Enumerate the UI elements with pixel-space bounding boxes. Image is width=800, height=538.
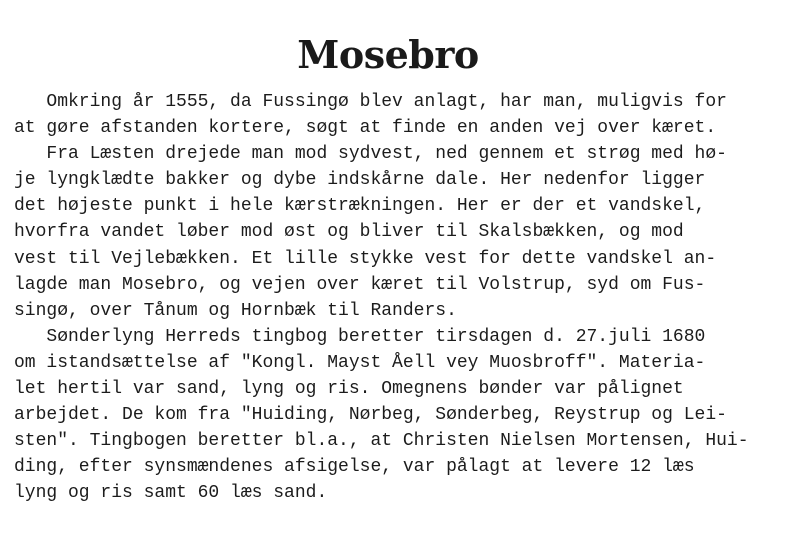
document-title: Mosebro: [297, 32, 479, 77]
text-line: hvorfra vandet løber mod øst og bliver til Skalsbækken, og mod: [14, 222, 684, 243]
text-line: let hertil var sand, lyng og ris. Omegnens bønder var pålignet: [14, 379, 684, 400]
text-line: ding, efter synsmændenes afsigelse, var pålagt at levere 12 læs: [14, 457, 695, 478]
text-line: sten". Tingbogen beretter bl.a., at Christen Nielsen Mortensen, Hui-: [14, 431, 749, 452]
text-line: Fra Læsten drejede man mod sydvest, ned gennem et strøg med hø-: [14, 144, 727, 165]
text-line: at gøre afstanden kortere, søgt at finde en anden vej over kæret.: [14, 118, 717, 139]
text-line: lyng og ris samt 60 læs sand.: [14, 483, 328, 504]
text-line: Omkring år 1555, da Fussingø blev anlagt, har man, muligvis for: [14, 92, 727, 112]
text-line: vest til Vejlebækken. Et lille stykke vest for dette vandskel an-: [14, 248, 717, 269]
text-line: om istandsættelse af "Kongl. Mayst Åell vey Muosbroff". Materia-: [14, 352, 706, 373]
document-body: [14, 89, 784, 507]
text-line: singø, over Tånum og Hornbæk til Randers.: [14, 300, 457, 321]
text-line: arbejdet. De kom fra "Huiding, Nørbeg, Sønderbeg, Reystrup og Lei-: [14, 405, 727, 426]
text-line: Sønderlyng Herreds tingbog beretter tirsdagen d. 27.juli 1680: [14, 326, 706, 347]
text-line: det højeste punkt i hele kærstrækningen. Her er der et vandskel,: [14, 196, 706, 217]
text-line: je lyngklædte bakker og dybe indskårne dale. Her nedenfor ligger: [14, 170, 706, 191]
text-line: lagde man Mosebro, og vejen over kæret til Volstrup, syd om Fus-: [14, 274, 706, 295]
